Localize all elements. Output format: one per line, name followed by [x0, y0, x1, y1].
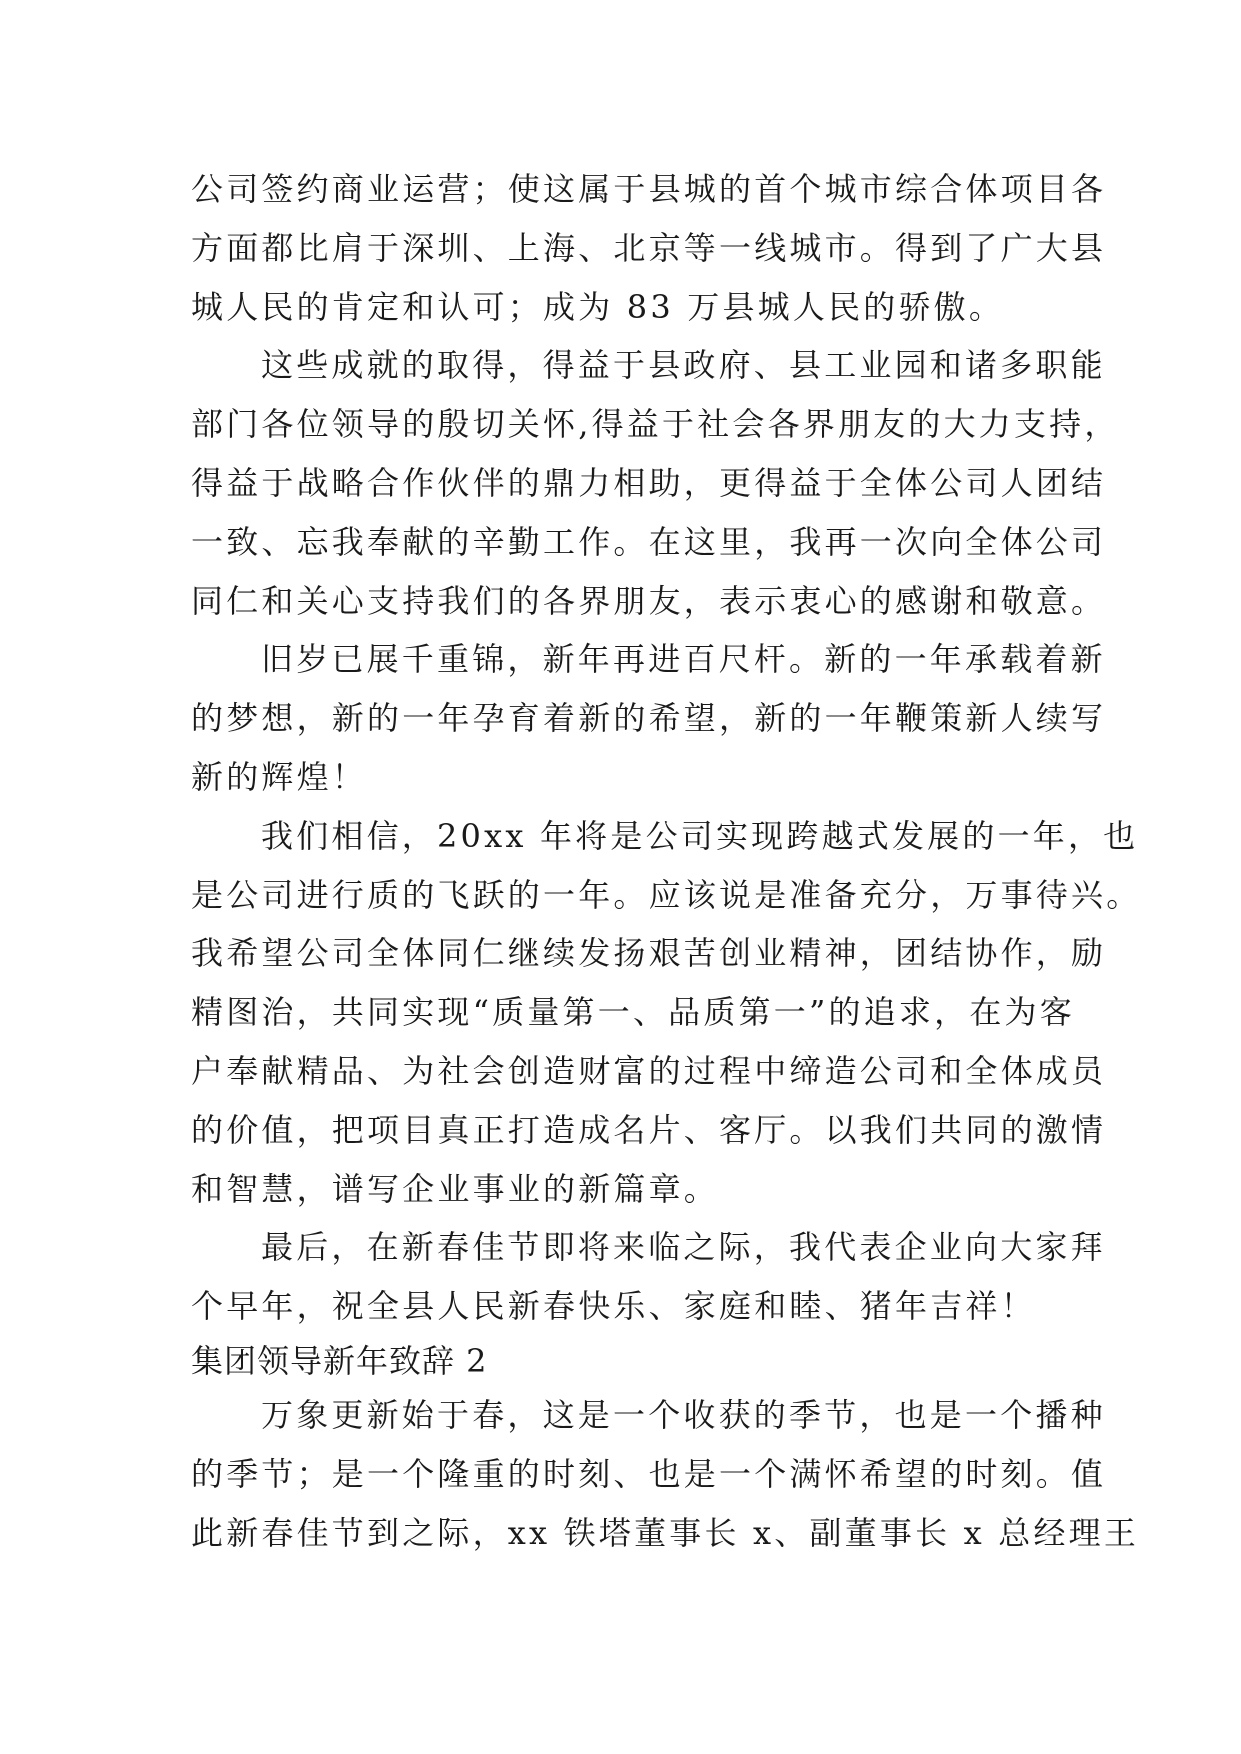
text-line: 新的辉煌！	[191, 757, 368, 796]
paragraph	[191, 1218, 1106, 1336]
text-line: 万象更新始于春，这是一个收获的季节，也是一个播种	[261, 1395, 1106, 1434]
text-line: 旧岁已展千重锦，新年再进百尺杆。新的一年承载着新	[261, 640, 1106, 679]
text-line: 部门各位领导的殷切关怀,得益于社会各界朋友的大力支持，	[191, 405, 1120, 444]
text-line: 城人民的肯定和认可；成为 83 万县城人民的骄傲。	[191, 287, 1005, 326]
paragraph	[191, 1386, 1140, 1562]
text-line: 方面都比肩于深圳、上海、北京等一线城市。得到了广大县	[191, 228, 1107, 267]
text-line: 此新春佳节到之际，xx 铁塔董事长 x、副董事长 x 总经理王	[191, 1513, 1140, 1552]
text-line: 和智慧，谱写企业事业的新篇章。	[191, 1169, 720, 1208]
text-line: 我希望公司全体同仁继续发扬艰苦创业精神，团结协作，励	[191, 934, 1107, 973]
text-line: 这些成就的取得，得益于县政府、县工业园和诸多职能	[261, 346, 1106, 385]
text-line: 得益于战略合作伙伴的鼎力相助，更得益于全体公司人团结	[191, 463, 1107, 502]
document-body	[191, 160, 1142, 1562]
text-line: 的价值，把项目真正打造成名片、客厅。以我们共同的激情	[191, 1110, 1107, 1149]
text-line: 精图治，共同实现“质量第一、品质第一”的追求，在为客	[191, 993, 1075, 1032]
text-line: 我们相信，20xx 年将是公司实现跨越式发展的一年，也	[261, 816, 1139, 855]
text-line: 同仁和关心支持我们的各界朋友，表示衷心的感谢和敬意。	[191, 581, 1107, 620]
text-line: 一致、忘我奉献的辛勤工作。在这里，我再一次向全体公司	[191, 522, 1107, 561]
paragraph	[191, 160, 1107, 336]
text-line: 户奉献精品、为社会创造财富的过程中缔造公司和全体成员	[191, 1051, 1107, 1090]
text-line: 个早年，祝全县人民新春快乐、家庭和睦、猪年吉祥！	[191, 1287, 1036, 1326]
text-line: 是公司进行质的飞跃的一年。应该说是准备充分，万事待兴。	[191, 875, 1142, 914]
section-heading: 集团领导新年致辞 2	[191, 1341, 488, 1380]
text-line: 最后，在新春佳节即将来临之际，我代表企业向大家拜	[261, 1228, 1106, 1267]
text-line: 的季节；是一个隆重的时刻、也是一个满怀希望的时刻。值	[191, 1454, 1107, 1493]
text-line: 的梦想，新的一年孕育着新的希望，新的一年鞭策新人续写	[191, 699, 1107, 738]
paragraph	[191, 630, 1107, 806]
paragraph	[191, 336, 1120, 630]
paragraph	[191, 807, 1142, 1219]
text-line: 公司签约商业运营；使这属于县城的首个城市综合体项目各	[191, 170, 1107, 208]
